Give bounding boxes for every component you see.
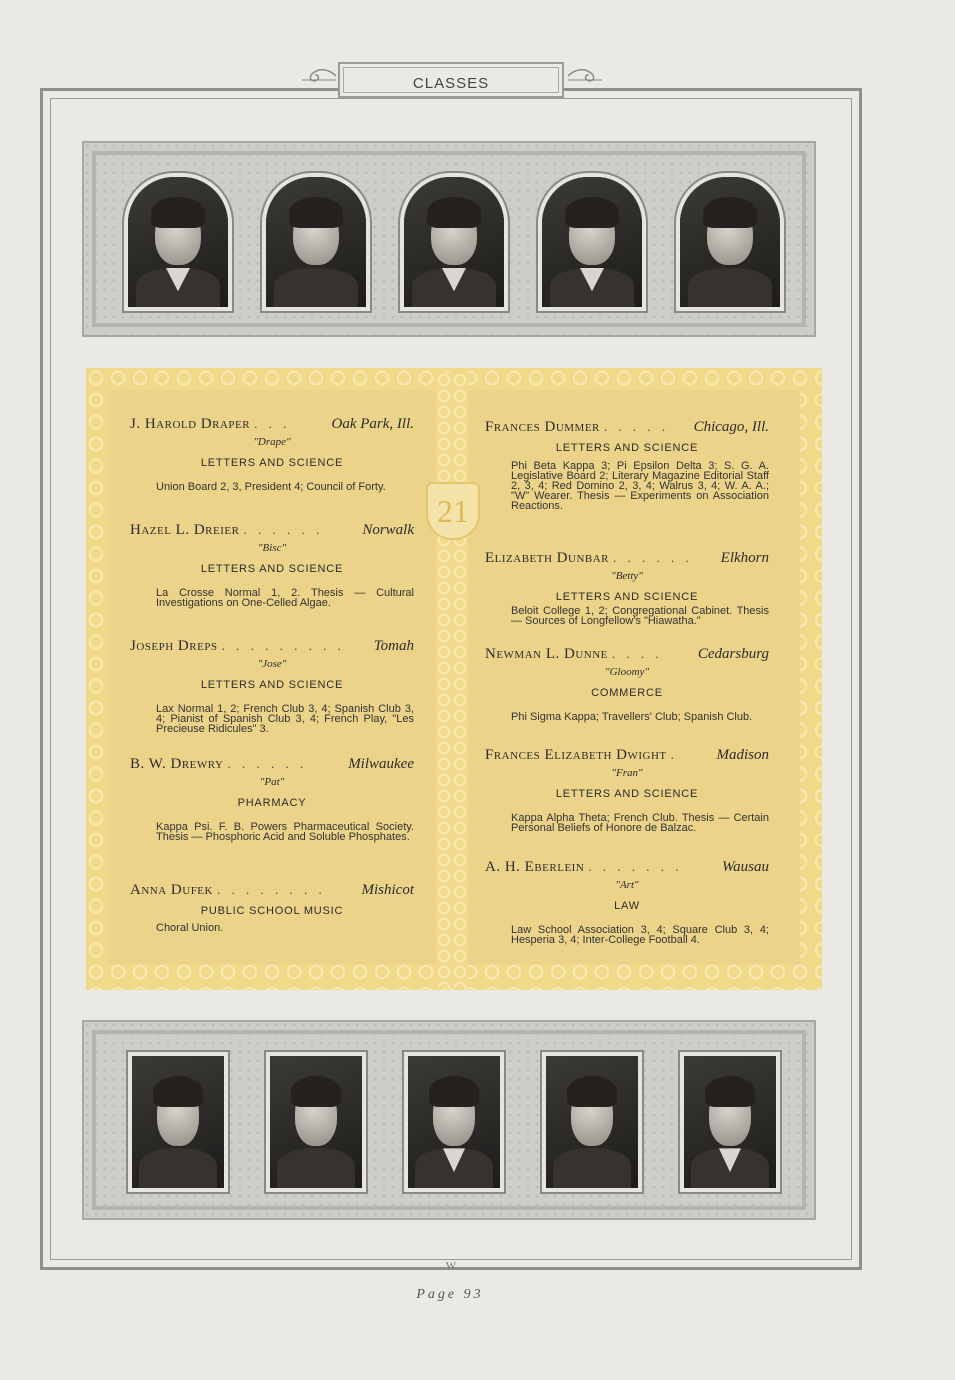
leader-dots: . . . . . . . . .	[221, 638, 345, 653]
school-name: LETTERS AND SCIENCE	[200, 679, 344, 691]
student-name: Frances Elizabeth Dwight	[485, 747, 667, 763]
leader-dots: .	[670, 747, 678, 762]
nickname: "Bisc"	[257, 542, 287, 554]
portrait-photo	[124, 173, 232, 311]
school-name: LETTERS AND SCIENCE	[555, 591, 699, 603]
bottom-border-mark: W	[445, 1260, 457, 1272]
portrait-photo	[680, 1052, 780, 1192]
portrait-photo	[262, 173, 370, 311]
school-name: COMMERCE	[591, 687, 663, 699]
portrait-strip-top	[82, 141, 816, 337]
activities-text: Law School Association 3, 4; Square Club 3, 4; Hesperia 3, 4; Inter-College Football 4.	[511, 924, 769, 946]
nickname: "Pat"	[259, 776, 285, 788]
portrait-photo	[128, 1052, 228, 1192]
portrait-photo	[404, 1052, 504, 1192]
nickname: "Drape"	[253, 436, 291, 448]
student-name: Frances Dummer	[485, 419, 600, 435]
activities-text: Union Board 2, 3, President 4; Council of Forty.	[156, 481, 386, 493]
class-year-badge: 21	[426, 482, 480, 540]
nickname: "Gloomy"	[604, 666, 650, 678]
student-name: Hazel L. Dreier	[130, 522, 240, 538]
biography-entry	[485, 419, 769, 511]
activities-text: Kappa Alpha Theta; French Club. Thesis — Certain Personal Beliefs of Honore de Balzac.	[511, 812, 769, 834]
leader-dots: . . . . . .	[613, 550, 693, 565]
portrait-photo	[542, 1052, 642, 1192]
school-name: LAW	[614, 900, 640, 912]
nickname: "Jose"	[257, 658, 287, 670]
leader-dots: . . . . . . . .	[216, 882, 326, 897]
student-name: J. Harold Draper	[130, 416, 251, 432]
activities-text: Phi Sigma Kappa; Travellers' Club; Spanish Club.	[511, 711, 753, 723]
activities-text: Phi Beta Kappa 3; Pi Epsilon Delta 3; S. G. A. Legislative Board 2; Literary Magazine Editorial Staff 2, 3, 4; Red Domino 2, 3, 4; Walrus 3, 4; W. A. A.; "W" Wearer. Thesis — Experiments on Association Reactions.	[511, 460, 769, 512]
biography-entry	[130, 416, 414, 492]
column-divider-ornament	[436, 372, 468, 988]
header-scroll-ornament-right	[566, 66, 606, 86]
hometown: Mishicot	[361, 882, 414, 898]
page-number: Page 93	[416, 1287, 484, 1302]
portrait-strip-bottom	[82, 1020, 816, 1220]
leader-dots: . . . . . .	[243, 522, 324, 537]
hometown: Cedarsburg	[697, 646, 769, 662]
hometown: Norwalk	[362, 522, 414, 538]
hometown: Wausau	[722, 859, 769, 875]
activities-text: Kappa Psi. F. B. Powers Pharmaceutical Society. Thesis — Phosphoric Acid and Soluble Phosphates.	[156, 821, 414, 843]
activities-text: Lax Normal 1, 2; French Club 3, 4; Spanish Club 3, 4; Pianist of Spanish Club 3, 4; French Play, "Les Precieuse Ridicules" 3.	[156, 703, 414, 735]
biography-entry	[485, 859, 769, 945]
leader-dots: . . . .	[611, 646, 663, 661]
portrait-photo	[538, 173, 646, 311]
hometown: Elkhorn	[720, 550, 769, 566]
activities-text: La Crosse Normal 1, 2. Thesis — Cultural Investigations on One-Celled Algae.	[156, 587, 414, 609]
student-name: A. H. Eberlein	[485, 859, 585, 875]
portrait-photo	[676, 173, 784, 311]
student-name: Joseph Dreps	[130, 638, 218, 654]
hometown: Chicago, Ill.	[693, 419, 769, 435]
biography-entry	[130, 638, 414, 734]
nickname: "Fran"	[611, 767, 643, 779]
school-name: LETTERS AND SCIENCE	[200, 457, 344, 469]
biography-entry	[130, 522, 414, 608]
hometown: Milwaukee	[348, 756, 414, 772]
biography-entry	[485, 646, 769, 722]
school-name: LETTERS AND SCIENCE	[200, 563, 344, 575]
school-name: PUBLIC SCHOOL MUSIC	[200, 905, 344, 917]
biography-entry	[130, 756, 414, 842]
school-name: LETTERS AND SCIENCE	[555, 788, 699, 800]
header-scroll-ornament-left	[298, 66, 338, 86]
leader-dots: . . . . . . .	[588, 859, 683, 874]
leader-dots: . . . . . .	[227, 756, 308, 771]
biography-entry	[485, 747, 769, 833]
student-name: Anna Dufek	[130, 882, 213, 898]
page-title: CLASSES	[412, 74, 490, 92]
activities-text: Beloit College 1, 2; Congregational Cabinet. Thesis — Sources of Longfellow's "Hiawatha."	[511, 605, 769, 627]
hometown: Oak Park, Ill.	[331, 416, 414, 432]
nickname: "Betty"	[611, 570, 643, 582]
leader-dots: . . .	[254, 416, 291, 431]
leader-dots: . . . . .	[603, 419, 670, 434]
student-name: B. W. Drewry	[130, 756, 224, 772]
header-label-box	[338, 62, 564, 98]
student-name: Elizabeth Dunbar	[485, 550, 610, 566]
school-name: PHARMACY	[237, 797, 307, 809]
hometown: Madison	[716, 747, 769, 763]
school-name: LETTERS AND SCIENCE	[555, 442, 699, 454]
biography-entry	[130, 882, 414, 933]
student-name: Newman L. Dunne	[485, 646, 608, 662]
biography-entry	[485, 550, 769, 626]
nickname: "Art"	[615, 879, 639, 891]
portrait-photo	[400, 173, 508, 311]
portrait-photo	[266, 1052, 366, 1192]
activities-text: Choral Union.	[156, 922, 224, 934]
hometown: Tomah	[373, 638, 414, 654]
